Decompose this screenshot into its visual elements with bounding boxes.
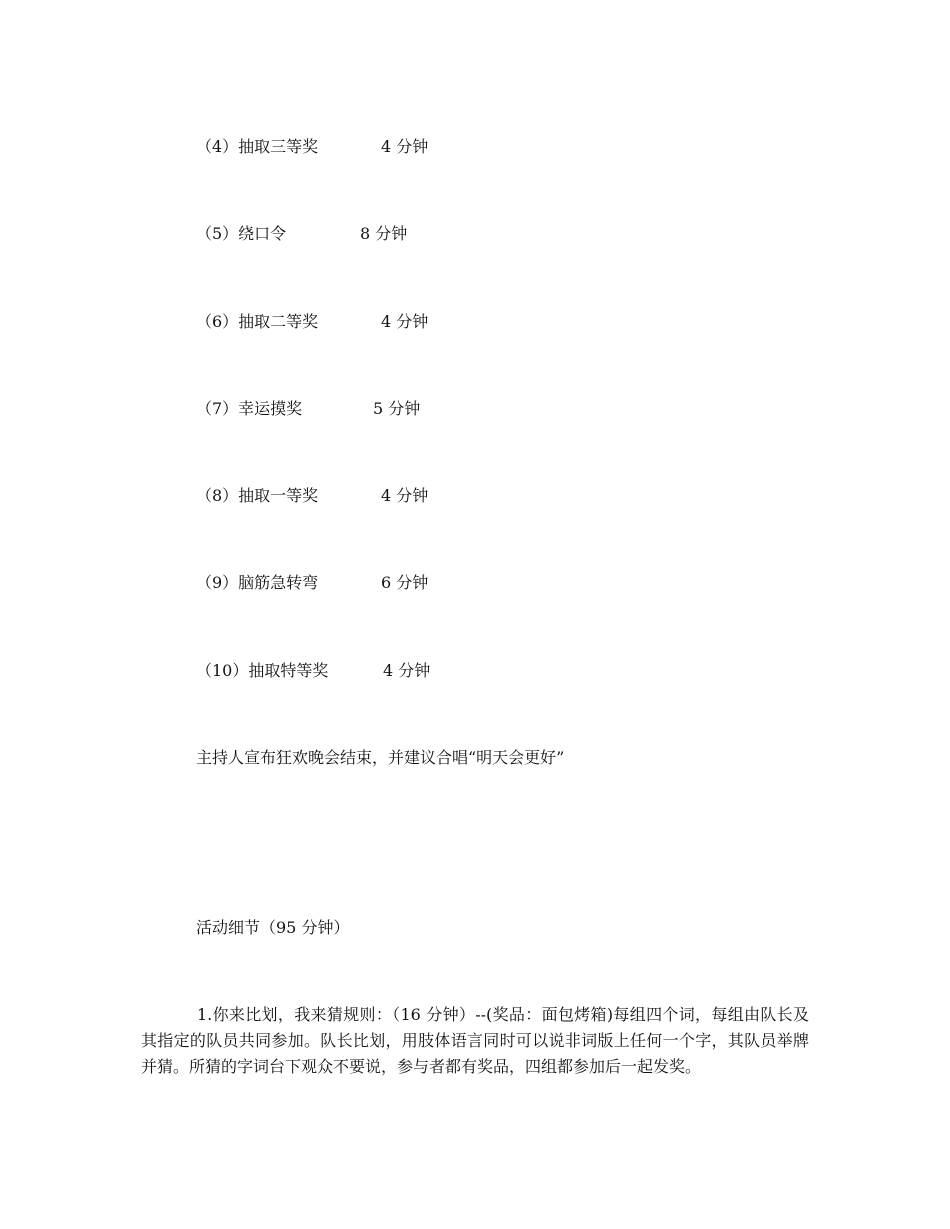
rule-paragraph: 1.你来比划，我来猜规则：（16 分钟）--(奖品：面包烤箱)每组四个词，每组由队长及其指定的队员共同参加。队长比划，用肢体语言同时可以说非词版上任何一个字，其队员举牌并猜。所猜的字词台下观众不要说，参与者都有奖品，四组都参加后一起发奖。 [141, 1005, 809, 1076]
schedule-item-10 [196, 661, 431, 681]
schedule-item-9 [196, 573, 429, 593]
schedule-item-time: 4 分钟 [381, 486, 429, 505]
schedule-item-time: 4 分钟 [383, 661, 431, 680]
schedule-item-8 [196, 486, 429, 506]
closing-statement: 主持人宣布狂欢晚会结束，并建议合唱“明天会更好” [196, 748, 565, 767]
schedule-item-7 [196, 399, 421, 419]
schedule-item-4 [196, 137, 429, 157]
schedule-item-time: 6 分钟 [381, 573, 429, 592]
schedule-item-time: 8 分钟 [360, 224, 408, 243]
schedule-item-label: （9）脑筋急转弯 [196, 573, 319, 592]
schedule-item-label: （6）抽取二等奖 [196, 312, 319, 331]
schedule-item-label: （10）抽取特等奖 [196, 661, 329, 680]
schedule-item-time: 4 分钟 [381, 137, 429, 156]
schedule-item-time: 4 分钟 [381, 312, 429, 331]
schedule-item-label: （4）抽取三等奖 [196, 137, 319, 156]
schedule-item-time: 5 分钟 [373, 399, 421, 418]
schedule-item-label: （7）幸运摸奖 [196, 399, 303, 418]
schedule-item-label: （8）抽取一等奖 [196, 486, 319, 505]
schedule-item-5 [196, 224, 408, 244]
section-title: 活动细节（95 分钟） [196, 918, 350, 937]
schedule-item-label: （5）绕口令 [196, 224, 287, 243]
schedule-item-6 [196, 312, 429, 332]
